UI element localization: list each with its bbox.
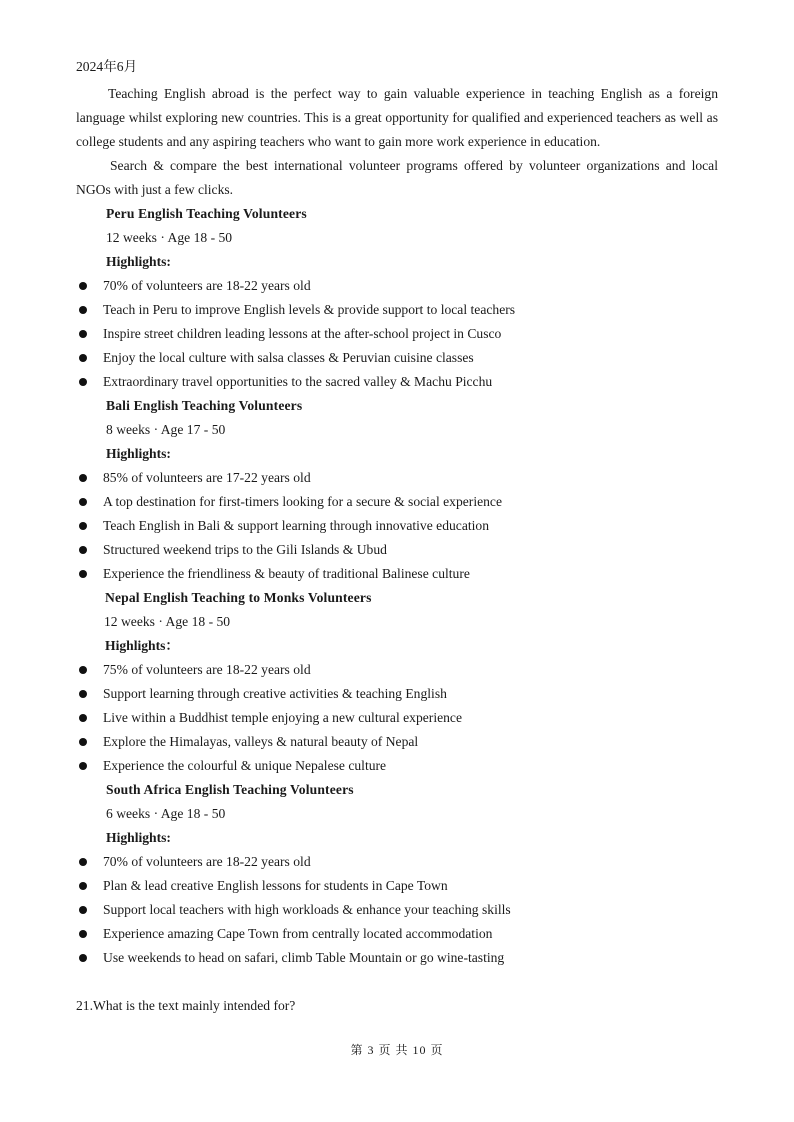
bullet-icon bbox=[79, 498, 87, 506]
highlights-label: Highlights: bbox=[106, 446, 171, 461]
program-meta: 8 weeks · Age 17 - 50 bbox=[106, 422, 226, 437]
bullet-icon bbox=[79, 954, 87, 962]
list-item bbox=[76, 658, 718, 682]
highlight-text: Support local teachers with high workloads & enhance your teaching skills bbox=[103, 902, 511, 917]
program-title: South Africa English Teaching Volunteers bbox=[106, 782, 354, 797]
bullet-icon bbox=[79, 858, 87, 866]
bullet-icon bbox=[79, 282, 87, 290]
bullet-icon bbox=[79, 474, 87, 482]
highlight-text: Enjoy the local culture with salsa classes & Peruvian cuisine classes bbox=[103, 350, 474, 365]
list-item bbox=[76, 898, 718, 922]
list-item bbox=[76, 274, 718, 298]
highlight-text: Structured weekend trips to the Gili Islands & Ubud bbox=[103, 542, 387, 557]
list-item bbox=[76, 946, 718, 970]
program-nepal bbox=[76, 586, 718, 778]
highlight-text: A top destination for first-timers looking for a secure & social experience bbox=[103, 494, 503, 509]
list-item bbox=[76, 370, 718, 394]
highlight-text: Live within a Buddhist temple enjoying a new cultural experience bbox=[103, 710, 462, 725]
list-item bbox=[76, 538, 718, 562]
program-meta: 12 weeks · Age 18 - 50 bbox=[106, 230, 233, 245]
intro-paragraph: Search & compare the best international volunteer programs offered by volunteer organizations and local NGOs with just a few clicks. bbox=[76, 158, 718, 197]
highlight-text: Support learning through creative activities & teaching English bbox=[103, 686, 447, 701]
highlight-text: Experience amazing Cape Town from centrally located accommodation bbox=[103, 926, 493, 941]
highlight-text: Experience the friendliness & beauty of traditional Balinese culture bbox=[103, 566, 470, 581]
highlight-text: Teach in Peru to improve English levels & provide support to local teachers bbox=[103, 302, 516, 317]
highlight-text: Inspire street children leading lessons at the after-school project in Cusco bbox=[103, 326, 502, 341]
list-item bbox=[76, 874, 718, 898]
program-title: Nepal English Teaching to Monks Volunteers bbox=[105, 590, 372, 605]
document-page bbox=[76, 58, 718, 1018]
header-date: 2024年6月 bbox=[76, 59, 138, 74]
bullet-icon bbox=[79, 306, 87, 314]
bullet-icon bbox=[79, 522, 87, 530]
program-bali bbox=[76, 394, 718, 586]
list-item bbox=[76, 682, 718, 706]
highlights-list bbox=[76, 274, 718, 394]
highlight-text: Experience the colourful & unique Nepalese culture bbox=[103, 758, 387, 773]
list-item bbox=[76, 754, 718, 778]
highlight-text: Explore the Himalayas, valleys & natural beauty of Nepal bbox=[103, 734, 419, 749]
list-item bbox=[76, 346, 718, 370]
bullet-icon bbox=[79, 546, 87, 554]
highlights-list bbox=[76, 850, 718, 970]
highlights-list bbox=[76, 466, 718, 586]
highlight-text: 75% of volunteers are 18-22 years old bbox=[103, 662, 311, 677]
question-21: 21.What is the text mainly intended for? bbox=[76, 998, 296, 1013]
highlight-text: Plan & lead creative English lessons for students in Cape Town bbox=[103, 878, 448, 893]
bullet-icon bbox=[79, 882, 87, 890]
bullet-icon bbox=[79, 930, 87, 938]
highlights-list bbox=[76, 658, 718, 778]
bullet-icon bbox=[79, 570, 87, 578]
list-item bbox=[76, 466, 718, 490]
list-item bbox=[76, 298, 718, 322]
bullet-icon bbox=[79, 714, 87, 722]
program-peru bbox=[76, 202, 718, 394]
highlights-label: Highlights: bbox=[106, 830, 171, 845]
highlights-label: Highlights: bbox=[106, 254, 171, 269]
highlights-label: Highlights： bbox=[105, 638, 180, 653]
highlight-text: Extraordinary travel opportunities to the sacred valley & Machu Picchu bbox=[103, 374, 493, 389]
list-item bbox=[76, 706, 718, 730]
list-item bbox=[76, 922, 718, 946]
program-meta: 12 weeks · Age 18 - 50 bbox=[104, 614, 231, 629]
list-item bbox=[76, 562, 718, 586]
program-title: Peru English Teaching Volunteers bbox=[106, 206, 307, 221]
highlight-text: Teach English in Bali & support learning through innovative education bbox=[103, 518, 490, 533]
program-title: Bali English Teaching Volunteers bbox=[106, 398, 303, 413]
list-item bbox=[76, 850, 718, 874]
program-south-africa bbox=[76, 778, 718, 970]
intro-paragraph: Teaching English abroad is the perfect way to gain valuable experience in teaching English as a foreign language whilst exploring new countries. This is a great opportunity for qualified and experienced teachers as well as college students and any aspiring teachers who want to gain more work experience in education. bbox=[76, 86, 718, 149]
highlight-text: 70% of volunteers are 18-22 years old bbox=[103, 278, 311, 293]
bullet-icon bbox=[79, 762, 87, 770]
page-footer: 第 3 页 共 10 页 bbox=[350, 1043, 444, 1057]
highlight-text: 70% of volunteers are 18-22 years old bbox=[103, 854, 311, 869]
list-item bbox=[76, 322, 718, 346]
program-meta: 6 weeks · Age 18 - 50 bbox=[106, 806, 226, 821]
bullet-icon bbox=[79, 906, 87, 914]
list-item bbox=[76, 490, 718, 514]
bullet-icon bbox=[79, 690, 87, 698]
bullet-icon bbox=[79, 738, 87, 746]
bullet-icon bbox=[79, 330, 87, 338]
highlight-text: Use weekends to head on safari, climb Table Mountain or go wine-tasting bbox=[103, 950, 505, 965]
bullet-icon bbox=[79, 354, 87, 362]
bullet-icon bbox=[79, 378, 87, 386]
list-item bbox=[76, 730, 718, 754]
highlight-text: 85% of volunteers are 17-22 years old bbox=[103, 470, 311, 485]
list-item bbox=[76, 514, 718, 538]
bullet-icon bbox=[79, 666, 87, 674]
